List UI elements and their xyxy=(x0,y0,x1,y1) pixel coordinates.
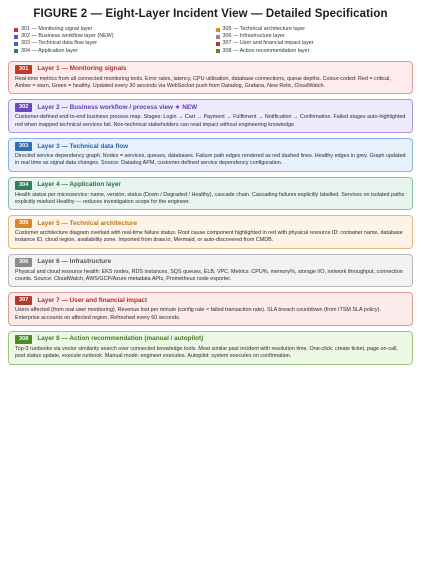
layer-card-header xyxy=(15,258,406,267)
layer-title: Layer 1 — Monitoring signals xyxy=(37,65,127,73)
layer-card-305 xyxy=(8,215,413,249)
legend-label: 301 — Monitoring signal layer xyxy=(21,26,93,32)
legend-label: 302 — Business workflow layer (NEW) xyxy=(21,33,114,40)
layer-card-header xyxy=(15,181,406,190)
legend-swatch xyxy=(14,35,18,39)
layer-card-306 xyxy=(8,254,413,288)
layer-code-badge: 308 xyxy=(15,335,32,344)
layer-card-header xyxy=(15,65,406,74)
legend-item xyxy=(14,26,208,33)
layer-description: Top-3 runbooks via vector similarity search over connected knowledge tools. Most similar past incident with resolution time. One-click: create ticket, page on-call, post status update, execute runbook. Manual mode: engineer executes. Autopilot: system executes on confirmation. xyxy=(15,345,398,360)
legend-label: 305 — Technical architecture layer xyxy=(222,26,306,32)
legend-item xyxy=(14,40,208,47)
layer-title: Layer 3 — Technical data flow xyxy=(37,142,129,150)
layer-code-badge: 301 xyxy=(15,65,32,74)
legend-swatch xyxy=(14,42,18,46)
legend-item xyxy=(216,40,410,47)
legend-label: 307 — User and financial impact layer xyxy=(222,40,314,47)
layer-title: Layer 7 — User and financial impact xyxy=(37,296,148,304)
legend-swatch xyxy=(14,28,18,32)
layer-code-badge: 305 xyxy=(15,219,32,228)
layer-card-header xyxy=(15,103,406,112)
layer-title: Layer 6 — Infrastructure xyxy=(37,258,112,266)
legend-item xyxy=(216,33,410,40)
legend-swatch xyxy=(216,49,220,53)
layer-card-header xyxy=(15,335,406,344)
layer-stack xyxy=(8,61,413,365)
legend-label: 303 — Technical data flow layer xyxy=(21,40,98,47)
layer-description: Real-time metrics from all connected monitoring tools. Error rates, latency, CPU utilisation, database connections, queue depths. Colour-coded: Red = critical, Amber = warn, Green = healthy. Updated every 30 seconds via WebSocket push from Datadog, Grafana, New Relic, CloudWatch. xyxy=(15,75,391,90)
figure-title: FIGURE 2 — Eight-Layer Incident View — Detailed Specification xyxy=(33,8,388,20)
layer-code-badge: 307 xyxy=(15,296,32,305)
legend-swatch xyxy=(14,49,18,53)
layer-description: Health status per microservice: name, version, status (Down / Degraded / Healthy), cascade chain. Cascading failures explicitly labelled. Services on isolated paths explicitly marked Healthy — reduces investigation scope for the engineer. xyxy=(15,191,405,205)
legend-item xyxy=(14,48,208,55)
legend-swatch xyxy=(216,35,220,39)
layer-title: Layer 8 — Action recommendation (manual / autopilot) xyxy=(37,335,204,343)
legend-label: 304 — Application layer xyxy=(21,47,78,54)
layer-card-301 xyxy=(8,61,413,95)
legend-swatch xyxy=(216,42,220,46)
legend-label: 308 — Action recommendation layer xyxy=(222,47,310,54)
layer-card-307 xyxy=(8,292,413,326)
layer-title: Layer 5 — Technical architecture xyxy=(37,219,138,227)
layer-card-304 xyxy=(8,177,413,211)
layer-description: Customer architecture diagram overlaid with real-time failure status. Root cause component highlighted in red with physical resource ID: container name, database instance ID, cloud region, availability zone. Imported from draw.io, Mermaid, or auto-discovered from CMDB. xyxy=(15,230,403,244)
layer-code-badge: 302 xyxy=(15,103,32,112)
legend xyxy=(14,26,409,55)
layer-card-header xyxy=(15,142,406,151)
legend-label: 306 — Infrastructure layer xyxy=(222,33,285,40)
legend-item xyxy=(14,33,208,40)
layer-card-303 xyxy=(8,138,413,172)
legend-swatch xyxy=(216,28,220,32)
layer-code-badge: 303 xyxy=(15,142,32,151)
layer-description: Users affected (from real user monitoring). Revenue lost per minute (config rate × failed transaction rate). SLA breach countdown (from ITSM SLA policy). Enterprise accounts on affected region. Refreshed every 60 seconds. xyxy=(15,307,381,321)
layer-card-header xyxy=(15,296,406,305)
layer-card-header xyxy=(15,219,406,228)
layer-description: Physical and cloud resource health: EKS nodes, RDS instances, SQS queues, ELB, VPC. Metrics: CPU%, memory%, storage I/O, network throughput, connection counts. Source: CloudWatch, AWS/GCP/Azure metadata APIs, Prometheus node exporter. xyxy=(15,268,403,283)
layer-description: Directed service dependency graph. Nodes = services, queues, databases. Failure path edges rendered as red dashed lines. Healthy edges in grey. Graph updated in real time as signal data changes. Source: Datadog APM, customer-defined service dependency configuration. xyxy=(15,153,406,167)
layer-card-308 xyxy=(8,331,413,365)
layer-title: Layer 4 — Application layer xyxy=(37,181,121,189)
layer-code-badge: 304 xyxy=(15,181,32,190)
layer-title: Layer 2 — Business workflow / process view ★ NEW xyxy=(37,103,198,111)
layer-description: Customer-defined end-to-end business process map. Stages: Login → Cart → Payment → Fulfilment → Notification → Confirmation. Failed stages auto-highlighted red when mapped technical services fail. Non-technical stakeholders can read impact without engineering knowledge. xyxy=(15,114,406,128)
legend-item xyxy=(216,26,410,33)
layer-card-302 xyxy=(8,99,413,133)
layer-code-badge: 306 xyxy=(15,258,32,267)
legend-item xyxy=(216,48,410,55)
